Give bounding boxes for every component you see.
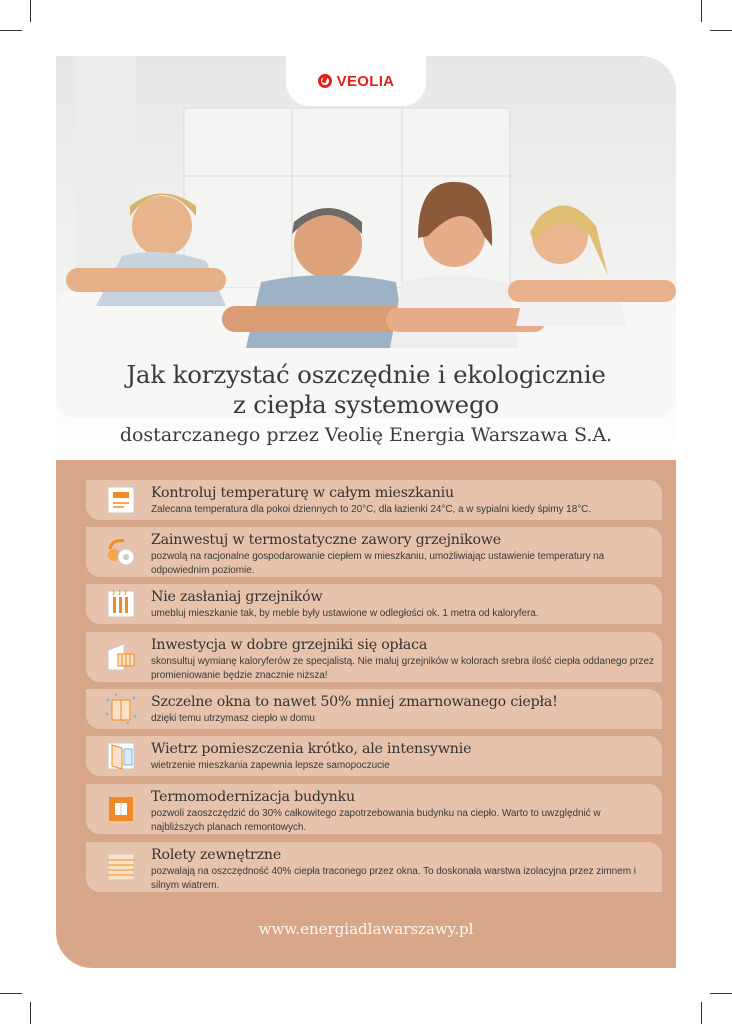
crop-mark <box>701 0 702 22</box>
tip-description: skonsultuj wymianę kaloryferów ze specjalistą. Nie maluj grzejników w kolorach srebra ilość ciepła oddanego przez promieniowanie będzie znacznie niższa! <box>151 656 654 681</box>
tip-item <box>86 842 662 892</box>
tip-description: wietrzenie mieszkania zapewnia lepsze samopoczucie <box>151 760 390 771</box>
tip-item <box>86 736 662 776</box>
logo-text: VEOLIA <box>336 72 395 90</box>
tip-description: umebluj mieszkanie tak, by meble były ustawione w odległości ok. 1 metra od kaloryfera. <box>151 608 539 619</box>
crop-mark <box>0 993 22 994</box>
open-window-icon <box>104 739 138 773</box>
crop-mark <box>30 0 31 22</box>
crop-mark <box>701 1002 702 1024</box>
headline <box>56 360 676 448</box>
crop-mark <box>710 30 732 31</box>
tip-title: Wietrz pomieszczenia krótko, ale intensywnie <box>151 741 472 757</box>
insulation-icon <box>104 792 138 826</box>
tip-title: Termomodernizacja budynku <box>151 789 355 805</box>
tip-title: Rolety zewnętrzne <box>151 847 282 863</box>
website-link[interactable]: www.energiadlawarszawy.pl <box>258 920 474 938</box>
tip-item <box>86 784 662 834</box>
flyer-card <box>56 56 676 968</box>
veolia-logo <box>286 56 426 106</box>
tip-description: Zalecana temperatura dla pokoi dziennych to 20°C, dla łazienki 24°C, a w sypialni kiedy śpimy 18°C. <box>151 504 592 515</box>
tip-description: dzięki temu utrzymasz ciepło w domu <box>151 713 315 724</box>
tip-description: pozwoli zaoszczędzić do 30% całkowitego zapotrzebowania budynku na ciepło. Warto to uwzględnić w najbliższych planach remontowych. <box>151 808 601 833</box>
tip-title: Szczelne okna to nawet 50% mniej zmarnowanego ciepła! <box>151 694 558 710</box>
new-radiator-icon <box>104 640 138 674</box>
tip-title: Zainwestuj w termostatyczne zawory grzejnikowe <box>151 532 501 548</box>
headline-line-2: z ciepła systemowego <box>233 390 499 419</box>
roller-blind-icon <box>104 850 138 884</box>
tip-item <box>86 527 662 577</box>
headline-subtitle: dostarczanego przez Veolię Energia Warszawa S.A. <box>119 424 613 446</box>
valve-icon <box>104 535 138 569</box>
tip-item <box>86 584 662 624</box>
window-seal-icon <box>104 692 138 726</box>
family-photo <box>56 56 676 460</box>
thermostat-icon <box>104 483 138 517</box>
crop-mark <box>0 30 22 31</box>
tip-title: Kontroluj temperaturę w całym mieszkaniu <box>151 485 454 501</box>
crop-mark <box>30 1002 31 1024</box>
veolia-logo-icon <box>318 74 332 88</box>
headline-line-1: Jak korzystać oszczędnie i ekologicznie <box>126 360 606 389</box>
tip-title: Inwestycja w dobre grzejniki się opłaca <box>151 637 428 653</box>
tip-item <box>86 480 662 520</box>
tip-item <box>86 632 662 682</box>
radiator-icon <box>104 587 138 621</box>
tip-description: pozwolą na racjonalne gospodarowanie ciepłem w mieszkaniu, umożliwiając ustawienie temperatury na odpowiednim poziomie. <box>151 551 605 576</box>
tip-item <box>86 689 662 729</box>
tip-description: pozwalają na oszczędność 40% ciepła traconego przez okna. To doskonała warstwa izolacyjna przez zimnem i silnym wiatrem. <box>151 866 636 891</box>
crop-mark <box>710 993 732 994</box>
tip-title: Nie zasłaniaj grzejników <box>151 589 323 605</box>
